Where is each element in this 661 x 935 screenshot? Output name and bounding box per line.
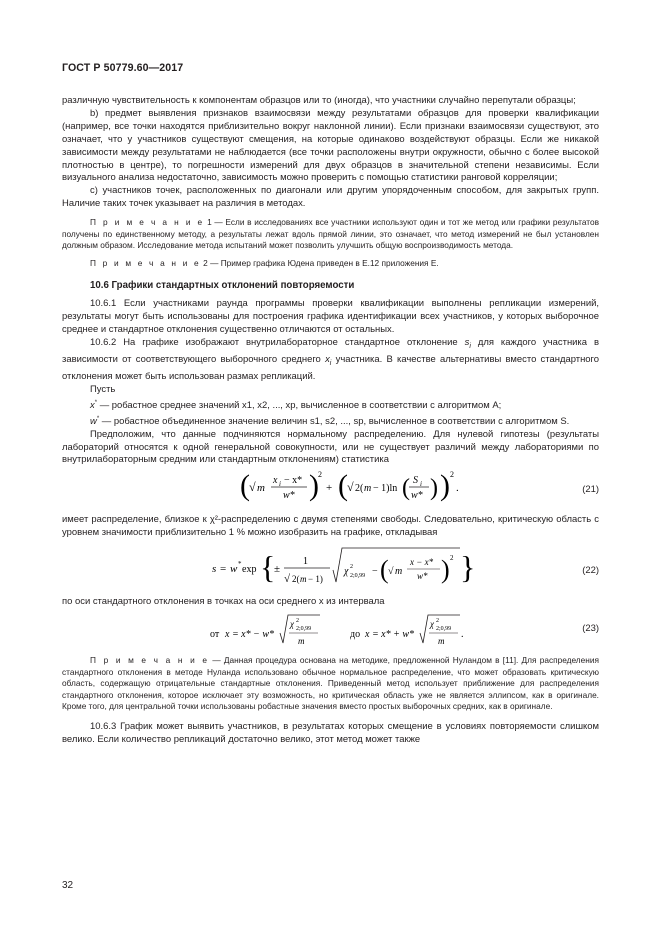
- svg-text:до: до: [350, 629, 361, 641]
- svg-text:s: s: [212, 563, 217, 576]
- wstar-desc: — робастное объединенное значение величин s1, s2, ..., sp, вычисленное в соответствии с алгоритмом S.: [101, 415, 570, 427]
- note-2-text: 2 — Пример графика Юдена приведен в Е.12 приложения Е.: [203, 257, 439, 268]
- paragraph-10-6-2: 10.6.2 На графике изображают внутрилабораторное стандартное отклонение $s_i$ для каждого участника в зависимости от соответствующего выборочного среднего $x_i$ участника. В качестве альтернативы вместо стандартного отклонения может быть использован размах репликаций.: [62, 337, 600, 382]
- equation-number: (21): [582, 484, 599, 496]
- svg-text:*: *: [238, 560, 242, 569]
- svg-text:2: 2: [450, 554, 454, 563]
- paragraph-chi-square: имеет распределение, близкое к χ²-распределению с двумя степенями свободы. Следовательно, критическую область с уровнем значимости приблизительно 1 % можно изобразить на графике, откладывая: [62, 514, 599, 539]
- p1062-part-c: участника. В качестве альтернативы вместо стандартного отклонения может быть использован размах репликаций.: [62, 353, 600, 382]
- svg-text:2;0,99: 2;0,99: [296, 626, 312, 633]
- svg-text:χ: χ: [344, 566, 349, 578]
- svg-text:от: от: [210, 629, 220, 641]
- svg-text:2: 2: [350, 564, 353, 571]
- svg-text:m: m: [364, 483, 372, 495]
- paragraph-assumption: Предположим, что данные подчиняются нормальному распределению. Для нулевой гипотезы (результаты лабораторий относятся к одной генеральной совокупности, или не существует различий между лабораториями по внутрилабораторным средним или стандартным отклонениям) статистика: [62, 428, 599, 466]
- equation-22: [62, 540, 599, 594]
- svg-text:− 1): − 1): [308, 574, 323, 585]
- xstar-desc: — робастное среднее значений x1, x2, ..., xp, вычисленное в соответствии с алгоритмом А;: [99, 399, 502, 411]
- svg-text:w*: w*: [417, 571, 428, 582]
- formula-23: [210, 611, 520, 653]
- svg-text:2;0,99: 2;0,99: [350, 573, 366, 580]
- note-1: [62, 217, 599, 252]
- p1062-part-a: 10.6.2 На графике изображают внутрилабораторное стандартное отклонение: [90, 337, 458, 349]
- paragraph-continued: различную чувствительность к компонентам образцов или то (иногда), что участники случайно перепутали образцы;: [62, 95, 576, 106]
- svg-text:+: +: [326, 482, 333, 495]
- svg-text:±: ±: [274, 563, 281, 576]
- paragraph-axis: по оси стандартного отклонения в точках на оси среднего x из интервала: [62, 596, 385, 608]
- note-label: П р и м е ч а н и е: [90, 655, 210, 666]
- svg-text:√: √: [347, 480, 354, 495]
- svg-text:√: √: [249, 480, 256, 495]
- svg-text:(: (: [338, 469, 348, 503]
- svg-text:i: i: [279, 480, 281, 489]
- p1062-part-b: для каждого участника в зависимости от соответствующего выборочного среднего: [62, 337, 599, 365]
- note-label: П р и м е ч а н и е: [90, 257, 201, 268]
- svg-text:2(: 2(: [292, 574, 300, 585]
- xstar-definition: x* — робастное среднее значений x1, x2, ..., xp, вычисленное в соответствии с алгоритмом А;: [90, 399, 502, 411]
- note-3-text: — Данная процедура основана на методике, предложенной Нуландом в [11]. Для распределения стандартного отклонения в методе Нуланда использовано обычное нормальное распределение, что может образовать критическую область, содержащую отрицательные стандартные отклонения. Приведенный метод использует приближение для распределения стандартного отклонения, которое исключает эту возможность, но критическая область уже не является эллипсом, как в оригинале. Кроме того, для центральной точки использованы робастные значения вместо простых выборочных средних, как в оригинале.: [62, 655, 599, 712]
- svg-text:x = x* − w*: x = x* − w*: [225, 629, 275, 641]
- svg-text:(: (: [240, 469, 250, 503]
- equation-23: [62, 609, 599, 653]
- svg-text:m: m: [298, 636, 305, 647]
- svg-text:2: 2: [318, 470, 322, 480]
- paragraph-item-c: c) участников точек, расположенных по диагонали или другим упорядоченным способом, для закрытых групп. Наличие таких точек указывает на различия в методах.: [62, 185, 599, 210]
- svg-text:− x*: − x*: [284, 475, 303, 487]
- svg-text:√: √: [284, 573, 291, 586]
- svg-text:2: 2: [296, 618, 299, 625]
- paragraph-10-6-1: 10.6.1 Если участниками раунда программы проверки квалификации выполнены репликации измерений, результаты могут быть использованы для построения графика идентификации всех участников, у которых выборочное среднее и стандартное отклонения существенно отличаются от остальных.: [62, 298, 599, 336]
- svg-text:1: 1: [303, 556, 308, 568]
- svg-text:): ): [309, 469, 319, 503]
- svg-text:m: m: [257, 482, 265, 495]
- svg-text:{: {: [260, 549, 276, 586]
- svg-text:2: 2: [436, 618, 439, 625]
- paragraph-item-b: b) предмет выявления признаков взаимосвязи между результатами образцов для проверки квалификации (например, все точки находятся приблизительно вокруг наклонной линии). Если признаки взаимосвязи существуют, это означает, что у участников существуют смещения, на которые одинаково воздействуют образцы. Если же никакой зависимости между результатами не наблюдается (все точки расположены внутри окружности, обычно с более высокой плотностью в центре), то погрешности измерений для двух образцов в значительной степени независимы. Если визуального анализа недостаточно, зависимость можно проверить с помощью статистики ранговой корреляции;: [62, 107, 599, 184]
- svg-text:χ: χ: [290, 619, 294, 630]
- svg-text:w*: w*: [411, 490, 423, 502]
- equation-number: (22): [582, 565, 599, 577]
- svg-text:x = x* + w*: x = x* + w*: [365, 629, 415, 641]
- svg-text:): ): [430, 475, 438, 502]
- svg-text:√: √: [388, 566, 394, 578]
- note-1-text: 1 — Если в исследованиях все участники используют один и тот же метод или графики результатов получены по единственному методу, а результаты лежат вдоль прямой линии, это означает, что метод измерений не был установлен должным образом. Исследование метода испытаний может позволить улучшить общую воспроизводимость метода.: [62, 217, 599, 251]
- svg-text:S: S: [413, 475, 418, 487]
- paragraph-10-6-3: 10.6.3 График может выявить участников, в результатах которых смещение в условиях повторяемости слишком велико. Если количество репликаций достаточно велико, этот метод может также: [62, 721, 599, 745]
- svg-text:.: .: [461, 629, 464, 641]
- svg-text:=: =: [220, 563, 227, 576]
- svg-text:.: .: [456, 482, 459, 495]
- svg-text:w*: w*: [283, 490, 295, 502]
- svg-text:): ): [441, 555, 450, 585]
- svg-text:m: m: [438, 636, 445, 647]
- svg-text:2: 2: [450, 470, 454, 480]
- page-number: 32: [62, 880, 74, 891]
- note-3: [62, 655, 599, 713]
- formula-21: [240, 465, 480, 511]
- note-label: П р и м е ч а н и е: [90, 217, 205, 228]
- note-2: [62, 258, 599, 270]
- wstar-definition: w* — робастное объединенное значение величин s1, s2, ..., sp, вычисленное в соответствии с алгоритмом S.: [90, 415, 570, 427]
- svg-text:x − x*: x − x*: [410, 557, 434, 568]
- svg-text:2;0,99: 2;0,99: [436, 626, 452, 633]
- svg-text:w: w: [230, 563, 238, 576]
- svg-text:m: m: [395, 566, 403, 578]
- section-heading: 10.6 Графики стандартных отклонений повторяемости: [90, 279, 355, 291]
- let-line: Пусть: [90, 383, 116, 395]
- svg-text:(: (: [380, 555, 389, 585]
- page-body: [62, 95, 599, 747]
- svg-text:): ): [440, 469, 450, 503]
- svg-text:x: x: [273, 475, 278, 487]
- svg-text:− 1)ln: − 1)ln: [373, 483, 398, 495]
- svg-text:}: }: [460, 549, 476, 586]
- svg-text:2(: 2(: [355, 483, 364, 495]
- equation-number: (23): [582, 623, 599, 635]
- equation-21: [62, 467, 599, 511]
- svg-text:χ: χ: [430, 619, 434, 630]
- svg-text:exp: exp: [242, 564, 257, 576]
- svg-text:−: −: [372, 566, 378, 578]
- svg-text:m: m: [300, 574, 307, 585]
- document-header: ГОСТ Р 50779.60—2017: [62, 62, 184, 74]
- svg-text:(: (: [402, 475, 410, 502]
- svg-text:i: i: [420, 480, 422, 489]
- formula-22: [212, 542, 476, 594]
